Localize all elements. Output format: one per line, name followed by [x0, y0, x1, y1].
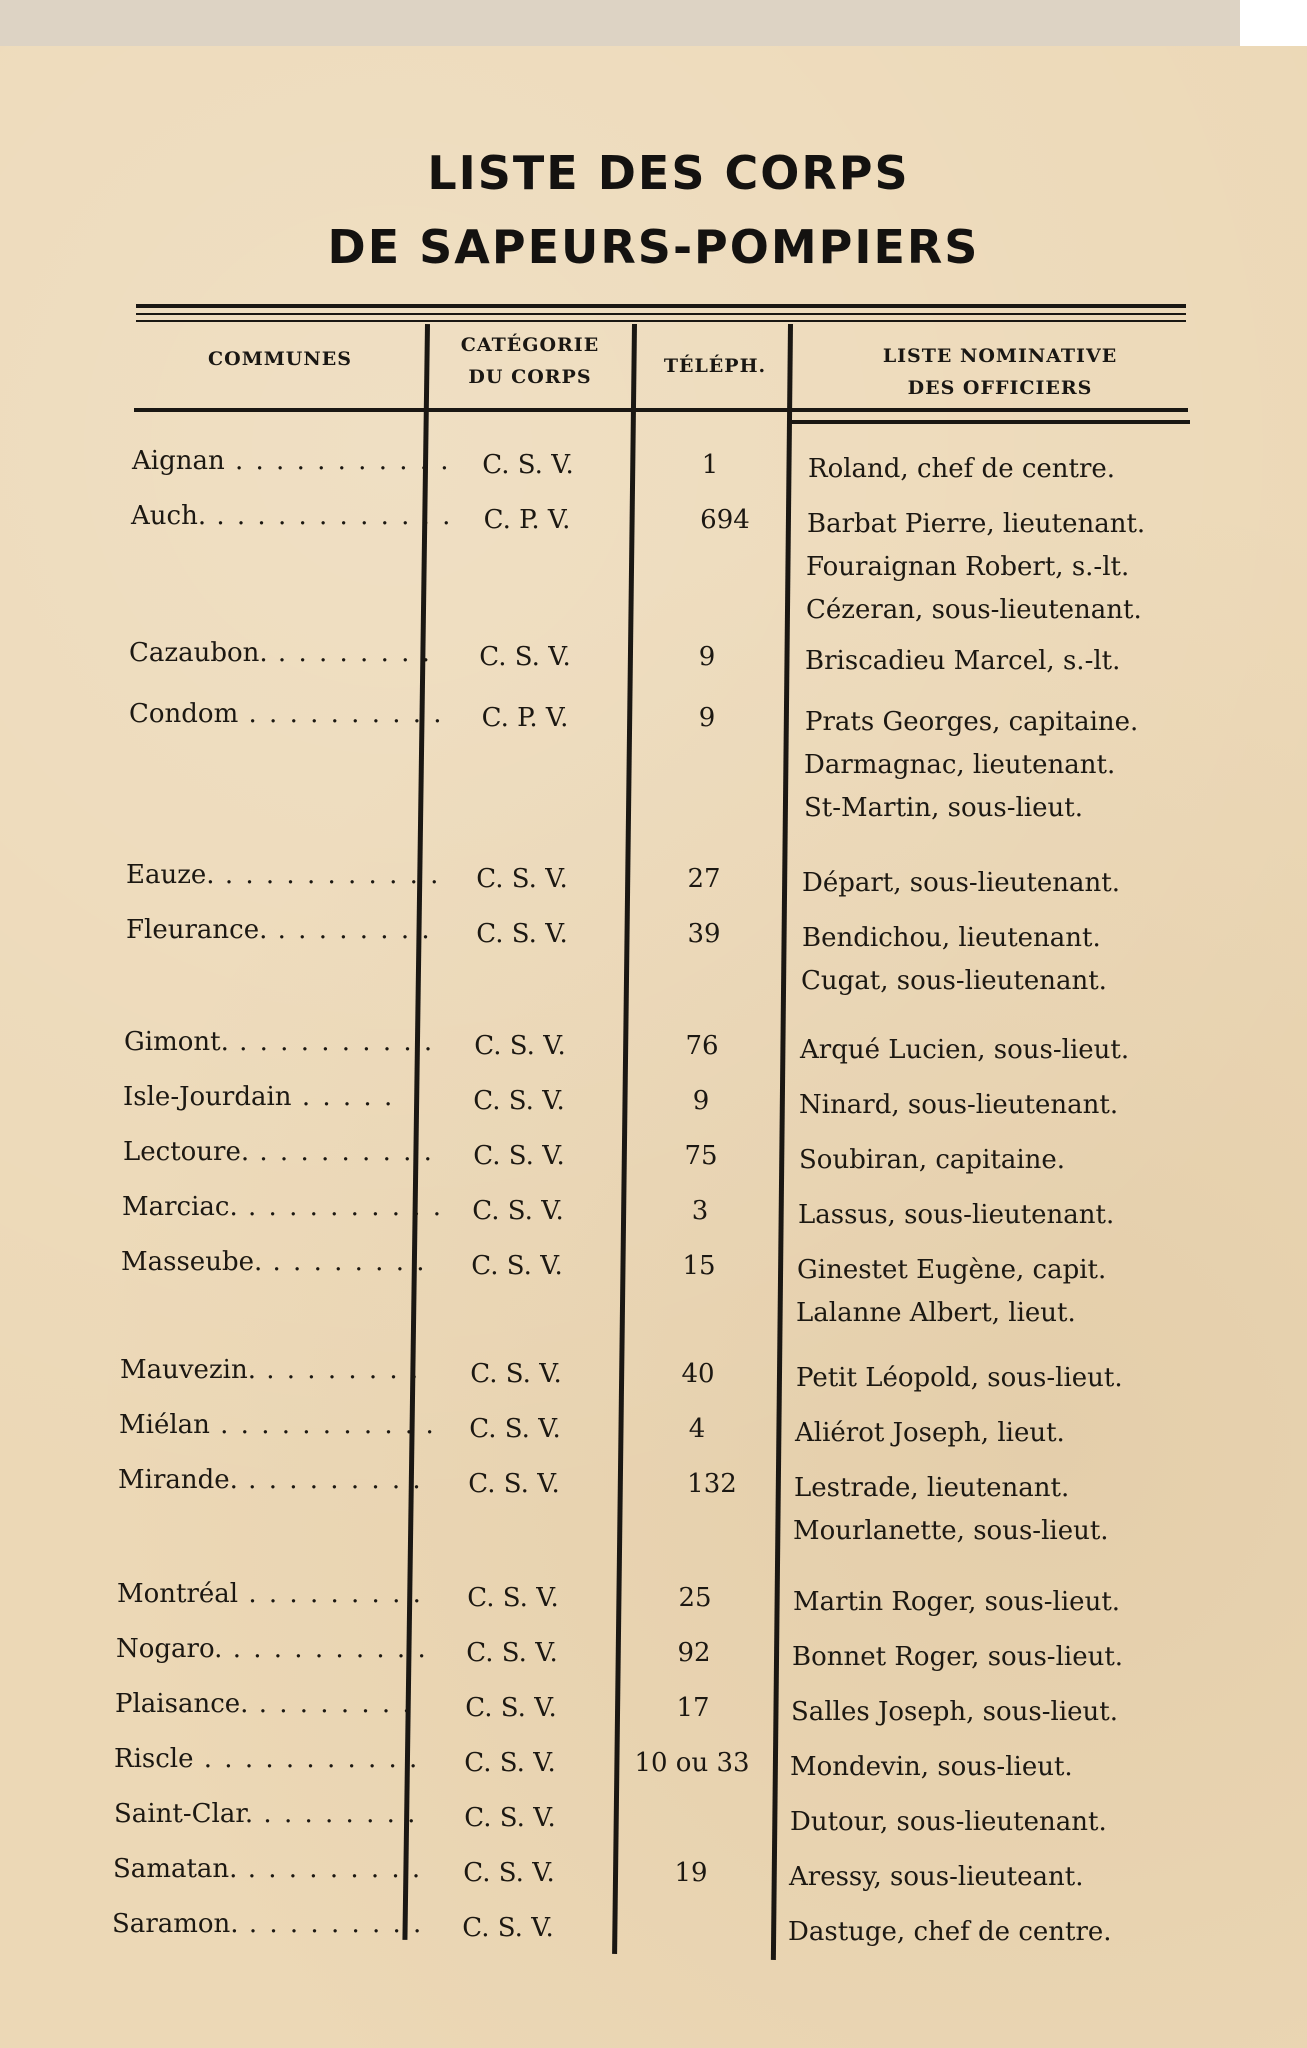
leader-dots: . . . . . . . . . . . — [193, 1744, 420, 1774]
scan-corner — [1240, 16, 1307, 46]
leader-dots: . . . . . . . . . . . — [209, 1410, 436, 1440]
commune-label: Plaisance. — [115, 1689, 249, 1719]
header-officiers-line-2: DES OFFICIERS — [907, 377, 1093, 399]
corps-category: C. P. V. — [481, 703, 569, 733]
officer-entry: Barbat Pierre, lieutenant. — [807, 509, 1146, 539]
officer-entry: Salles Joseph, sous-lieut. — [791, 1697, 1119, 1727]
leader-dots: . . . . . . . . — [255, 1355, 421, 1385]
commune-label: Mirande. — [118, 1465, 238, 1495]
corps-category: C. S. V. — [469, 1414, 561, 1444]
commune-name — [123, 1082, 423, 1112]
commune-label: Saramon. — [112, 1909, 239, 1939]
commune-label: Samatan. — [113, 1854, 238, 1884]
telephone-number: 92 — [677, 1638, 711, 1668]
leader-dots: . . . . . . . . — [267, 638, 432, 668]
officer-entry: Aliérot Joseph, lieut. — [795, 1418, 1065, 1448]
telephone-number: 40 — [681, 1359, 715, 1389]
corps-category: C. S. V. — [463, 1858, 555, 1888]
commune-label: Riscle — [114, 1744, 194, 1774]
officer-entry: Ninard, sous-lieutenant. — [799, 1090, 1119, 1120]
corps-category: C. P. V. — [483, 505, 571, 535]
telephone-number: 9 — [698, 642, 716, 672]
officer-entry: Bonnet Roger, sous-lieut. — [792, 1642, 1124, 1672]
leader-dots: . . . . . — [291, 1082, 395, 1112]
officer-entry: Briscadieu Marcel, s.-lt. — [805, 646, 1121, 676]
page-title-line-1: LISTE DES CORPS — [427, 146, 910, 200]
corps-category: C. S. V. — [468, 1469, 560, 1499]
commune-label: Marciac. — [122, 1192, 238, 1222]
header-communes: COMMUNES — [208, 348, 352, 370]
commune-label: Isle-Jourdain — [123, 1082, 292, 1112]
header-categorie-line-2: DU CORPS — [468, 366, 592, 388]
corps-category: C. S. V. — [464, 1803, 556, 1833]
officer-entry: St-Martin, sous-lieut. — [804, 793, 1083, 823]
commune-name — [118, 1465, 423, 1495]
leader-dots: . . . . . . . . . — [249, 1137, 434, 1167]
corps-category: C. S. V. — [474, 1031, 566, 1061]
officer-entry: Soubiran, capitaine. — [799, 1145, 1066, 1175]
telephone-number: 9 — [692, 1086, 710, 1116]
commune-label: Masseube. — [121, 1247, 263, 1277]
corps-category: C. S. V. — [476, 919, 568, 949]
leader-dots: . . . . . . . . . . — [228, 1027, 435, 1057]
officer-entry: Roland, chef de centre. — [808, 454, 1116, 484]
telephone-number: 3 — [691, 1196, 709, 1226]
header-bottom-rule-right — [790, 420, 1190, 424]
officer-entry: Prats Georges, capitaine. — [805, 707, 1139, 737]
commune-name — [117, 1579, 423, 1609]
officer-entry: Dastuge, chef de centre. — [788, 1917, 1112, 1947]
commune-label: Miélan — [119, 1410, 210, 1440]
leader-dots: . . . . . . . . — [267, 915, 432, 945]
telephone-number: 19 — [674, 1858, 708, 1888]
telephone-number: 27 — [687, 864, 721, 894]
officer-entry: Aressy, sous-lieuteant. — [789, 1862, 1084, 1892]
commune-name — [129, 638, 432, 668]
telephone-number: 76 — [685, 1031, 719, 1061]
telephone-number: 75 — [684, 1141, 718, 1171]
leader-dots: . . . . . . . . . . — [222, 1634, 428, 1664]
officer-entry: Lassus, sous-lieutenant. — [798, 1200, 1115, 1230]
commune-name — [123, 1137, 434, 1167]
officer-entry: Cézeran, sous-lieutenant. — [806, 595, 1142, 625]
commune-label: Aignan — [132, 446, 225, 476]
leader-dots: . . . . . . . . . — [237, 1854, 423, 1884]
commune-name — [124, 1027, 435, 1057]
commune-name — [122, 1192, 444, 1222]
commune-name — [131, 501, 453, 531]
telephone-number: 15 — [682, 1251, 716, 1281]
header-categorie-line-1: CATÉGORIE — [460, 334, 600, 356]
commune-label: Gimont. — [124, 1027, 229, 1057]
officer-entry: Martin Roger, sous-lieut. — [793, 1587, 1121, 1617]
corps-category: C. S. V. — [465, 1693, 557, 1723]
commune-name — [114, 1744, 420, 1774]
header-telephone: TÉLÉPH. — [663, 355, 767, 377]
telephone-number: 1 — [701, 450, 719, 480]
commune-label: Cazaubon. — [129, 638, 268, 668]
corps-category: C. S. V. — [462, 1913, 554, 1943]
commune-name — [126, 860, 441, 890]
leader-dots: . . . . . . . . . . . — [214, 860, 441, 890]
commune-name — [120, 1355, 420, 1385]
header-top-rule-thin-2 — [136, 320, 1186, 322]
corps-category: C. S. V. — [467, 1583, 559, 1613]
commune-label: Lectoure. — [123, 1137, 250, 1167]
officer-entry: Mourlanette, sous-lieut. — [793, 1516, 1109, 1546]
corps-category: C. S. V. — [470, 1359, 562, 1389]
header-bottom-rule — [134, 408, 1188, 412]
leader-dots: . . . . . . . . — [262, 1247, 427, 1277]
officer-entry: Lalanne Albert, lieut. — [796, 1298, 1076, 1328]
officer-entry: Darmagnac, lieutenant. — [804, 750, 1116, 780]
leader-dots: . . . . . . . . . . — [238, 699, 444, 729]
officer-entry: Ginestet Eugène, capit. — [797, 1255, 1107, 1285]
header-top-rule — [136, 304, 1186, 308]
corps-category: C. S. V. — [466, 1638, 558, 1668]
telephone-number: 10 ou 33 — [634, 1748, 750, 1778]
commune-label: Auch. — [131, 501, 207, 531]
telephone-number: 17 — [676, 1693, 710, 1723]
commune-label: Montréal — [117, 1579, 239, 1609]
leader-dots: . . . . . . . . . . . . — [206, 501, 453, 531]
leader-dots: . . . . . . . . — [248, 1689, 413, 1719]
corps-category: C. S. V. — [464, 1748, 556, 1778]
header-top-rule-thin — [136, 313, 1186, 315]
corps-category: C. S. V. — [482, 450, 574, 480]
scan-edge — [0, 0, 1240, 46]
commune-name — [119, 1410, 436, 1440]
header-categorie — [430, 329, 630, 393]
commune-label: Nogaro. — [116, 1634, 223, 1664]
commune-name — [113, 1854, 423, 1884]
officer-entry: Dutour, sous-lieutenant. — [790, 1807, 1107, 1837]
leader-dots: . . . . . . . . — [253, 1799, 418, 1829]
officer-entry: Départ, sous-lieutenant. — [802, 868, 1120, 898]
telephone-number: 132 — [687, 1469, 737, 1499]
commune-name — [112, 1909, 424, 1939]
commune-name — [126, 915, 432, 945]
header-officiers — [800, 340, 1200, 404]
telephone-number: 25 — [678, 1583, 712, 1613]
corps-category: C. S. V. — [471, 1251, 563, 1281]
telephone-number: 694 — [700, 505, 750, 535]
commune-label: Saint-Clar. — [114, 1799, 254, 1829]
corps-category: C. S. V. — [476, 864, 568, 894]
page-title-line-2: DE SAPEURS-POMPIERS — [327, 220, 980, 274]
corps-category: C. S. V. — [473, 1086, 565, 1116]
commune-label: Eauze. — [126, 860, 215, 890]
officer-entry: Fouraignan Robert, s.-lt. — [806, 552, 1130, 582]
officer-entry: Arqué Lucien, sous-lieut. — [800, 1035, 1130, 1065]
commune-name — [116, 1634, 428, 1664]
telephone-number: 4 — [688, 1414, 706, 1444]
corps-category: C. S. V. — [473, 1141, 565, 1171]
officer-entry: Lestrade, lieutenant. — [794, 1473, 1070, 1503]
commune-name — [121, 1247, 427, 1277]
header-officiers-line-1: LISTE NOMINATIVE — [882, 345, 1118, 367]
commune-name — [132, 446, 451, 476]
telephone-number: 39 — [687, 919, 721, 949]
officer-entry: Cugat, sous-lieutenant. — [801, 966, 1107, 996]
corps-category: C. S. V. — [472, 1196, 564, 1226]
leader-dots: . . . . . . . . . . — [237, 1192, 444, 1222]
commune-name — [129, 699, 444, 729]
officer-entry: Petit Léopold, sous-lieut. — [796, 1363, 1123, 1393]
officer-entry: Mondevin, sous-lieut. — [790, 1752, 1073, 1782]
corps-category: C. S. V. — [479, 642, 571, 672]
commune-name — [115, 1689, 415, 1719]
officer-entry: Bendichou, lieutenant. — [802, 923, 1101, 953]
leader-dots: . . . . . . . . . . . — [224, 446, 451, 476]
commune-name — [114, 1799, 418, 1829]
commune-label: Condom — [129, 699, 239, 729]
telephone-number: 9 — [698, 703, 716, 733]
commune-label: Fleurance. — [126, 915, 268, 945]
commune-label: Mauvezin. — [120, 1355, 256, 1385]
leader-dots: . . . . . . . . . — [238, 1579, 423, 1609]
leader-dots: . . . . . . . . . — [238, 1909, 424, 1939]
leader-dots: . . . . . . . . . — [237, 1465, 423, 1495]
